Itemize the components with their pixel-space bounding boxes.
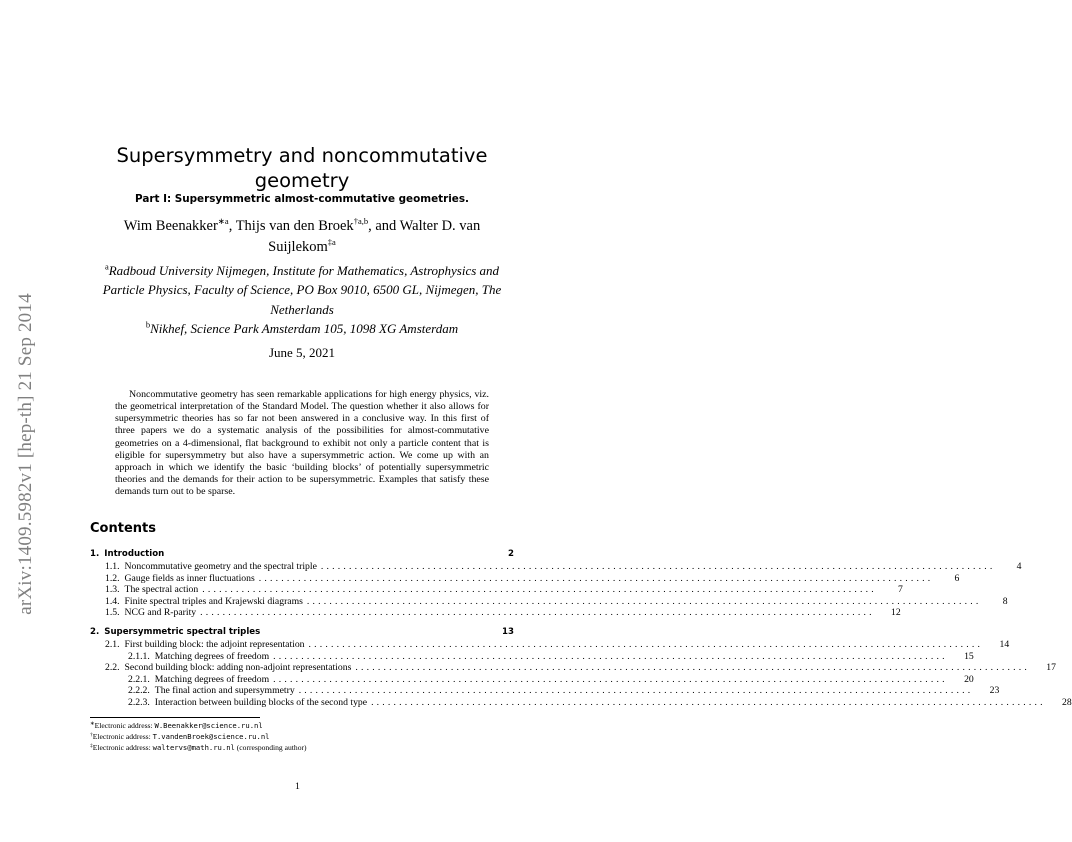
toc-entry[interactable] xyxy=(90,549,514,561)
footnote-rule xyxy=(90,717,260,718)
affiliation-mark: b xyxy=(145,319,151,330)
toc-page: 28 xyxy=(1062,696,1072,708)
toc-page: 17 xyxy=(1046,662,1056,674)
footnote-email[interactable]: waltervs@math.ru.nl xyxy=(152,743,235,753)
toc-page: 7 xyxy=(898,584,903,596)
author-name: Walter D. van Suijlekom xyxy=(268,218,481,255)
author-marks: †a,b xyxy=(353,216,369,227)
footnote xyxy=(90,731,514,742)
toc-number: 1.2. xyxy=(105,572,120,584)
toc-entry[interactable] xyxy=(90,685,1000,697)
toc-leader-dots: ........................................................................................................................ xyxy=(306,595,982,607)
footnote-email[interactable]: T.vandenBroek@science.ru.nl xyxy=(152,732,270,742)
toc-page: 8 xyxy=(1002,595,1008,607)
contents-heading: Contents xyxy=(90,521,156,536)
toc-page: 15 xyxy=(964,650,974,662)
paper-subtitle: Part I: Supersymmetric almost-commutative geometries. xyxy=(135,193,469,205)
toc-entry[interactable] xyxy=(90,607,901,619)
footnote xyxy=(90,742,514,753)
toc-title: Noncommutative geometry and the spectral triple xyxy=(124,561,317,572)
toc-leader-dots: ........................................................................................................................ xyxy=(258,572,934,584)
arxiv-id: arXiv:1409.5982v1 [hep-th] 21 Sep 2014 xyxy=(15,293,36,615)
toc-title: The spectral action xyxy=(124,584,199,596)
toc-page: 12 xyxy=(891,607,901,619)
toc-title: First building block: the adjoint representation xyxy=(124,638,305,650)
toc-entry[interactable] xyxy=(90,662,1056,674)
toc-page: 4 xyxy=(1016,561,1022,572)
toc-entry[interactable] xyxy=(90,673,974,686)
toc-entry[interactable] xyxy=(90,584,903,596)
toc-title: NCG and R-parity xyxy=(124,607,197,619)
footnote-mark: ‡ xyxy=(90,743,93,750)
toc-title: The final action and supersymmetry xyxy=(154,685,295,697)
affiliations xyxy=(86,261,518,339)
table-of-contents xyxy=(90,549,1072,709)
author-marks: ‡a xyxy=(327,237,336,248)
toc-leader-dots: ........................................................................................................................ xyxy=(298,685,974,697)
abstract: Noncommutative geometry has seen remarkable applications for high energy physics, viz. the geometrical interpretation of the Standard Model. The question whether it also allows for supersymmetric theories has so far not been answered in a conclusive way. In this first of three papers we do a systematic analysis of the possibilities for almost-commutative geometries on a 4-dimensional, flat background to exhibit not only a particle content that is eligible for supersymmetry but also have a supersymmetric action. We come up with an approach in which we identify the basic ‘building blocks’ of potentially supersymmetric theories and the demands for their action to be supersymmetric. Examples that satisfy these demands turn out to be sparse. xyxy=(115,389,489,498)
toc-number: 2.1. xyxy=(105,638,120,650)
toc-number: 2.2.3. xyxy=(128,696,150,708)
toc-title: Matching degrees of freedom xyxy=(154,673,270,685)
toc-page: 6 xyxy=(954,572,960,584)
footnote-mark: † xyxy=(90,732,93,739)
toc-title: Finite spectral triples and Krajewski diagrams xyxy=(124,595,303,607)
toc-entry[interactable] xyxy=(90,595,1008,608)
toc-leader-dots: ........................................................................................................................ xyxy=(308,638,984,650)
affiliation-b xyxy=(86,319,518,338)
toc-page: 13 xyxy=(502,626,514,637)
toc-page: 14 xyxy=(999,638,1010,650)
toc-leader-dots: ........................................................................................................................ xyxy=(355,662,1030,674)
toc-leader-dots: ........................................................................................................................ xyxy=(202,584,877,596)
paper-date: June 5, 2021 xyxy=(268,345,336,360)
toc-number: 1.5. xyxy=(105,607,120,619)
toc-leader-dots: ........................................................................................................................ xyxy=(273,650,948,662)
toc-page: 20 xyxy=(964,673,974,685)
toc-page: 23 xyxy=(989,685,1000,697)
toc-title: Matching degrees of freedom xyxy=(154,650,270,662)
footnote-label: Electronic address: xyxy=(92,732,153,742)
affiliation-text: Nikhef, Science Park Amsterdam 105, 1098 XG Amsterdam xyxy=(150,321,459,337)
toc-page: 2 xyxy=(508,549,514,559)
affiliation-text: Radboud University Nijmegen, Institute for Mathematics, Astrophysics and Particle Physics, Faculty of Science, PO Box 9010, 6500 GL, Nijmegen, The Netherlands xyxy=(102,263,502,317)
toc-number: 1.3. xyxy=(105,584,120,596)
toc-title: Supersymmetric spectral triples xyxy=(104,626,261,637)
toc-title: Gauge fields as inner fluctuations xyxy=(124,572,255,584)
footnote-label: Electronic address: xyxy=(94,721,155,730)
author-list xyxy=(98,216,506,258)
arxiv-identifier-stamp xyxy=(6,268,46,640)
paper-title: Supersymmetry and noncommutative geometry xyxy=(116,144,488,192)
author-marks: ∗a xyxy=(217,216,229,227)
toc-gap xyxy=(90,619,514,627)
toc-entry[interactable] xyxy=(90,572,960,585)
toc-title: Interaction between building blocks of the second type xyxy=(154,696,368,708)
footnote xyxy=(90,720,514,731)
toc-leader-dots: ........................................................................................................................ xyxy=(200,607,875,619)
toc-number: 2.2.2. xyxy=(128,685,150,697)
footnote-label: Electronic address: xyxy=(92,743,153,753)
toc-title: Second building block: adding non-adjoint representations xyxy=(124,662,352,674)
toc-number: 1.1. xyxy=(105,561,120,572)
toc-leader-dots: ........................................................................................................................ xyxy=(371,696,1046,708)
footnotes xyxy=(90,720,514,754)
page-number: 1 xyxy=(295,781,300,792)
author-name: Thijs van den Broek xyxy=(235,218,354,234)
author-separator: , and xyxy=(368,218,400,234)
toc-entry[interactable] xyxy=(90,650,974,663)
footnote-mark: ∗ xyxy=(90,721,95,727)
toc-number: 1. xyxy=(90,549,100,559)
footnote-note: (corresponding author) xyxy=(234,743,307,753)
affiliation-mark: a xyxy=(104,261,109,272)
author-name: Wim Beenakker xyxy=(123,218,218,234)
toc-number: 2.2. xyxy=(105,662,120,674)
toc-entry[interactable] xyxy=(90,561,1022,573)
toc-entry[interactable] xyxy=(90,627,514,639)
toc-leader-dots: ........................................................................................................................ xyxy=(320,561,996,572)
toc-number: 2.1.1. xyxy=(128,650,150,662)
affiliation-a xyxy=(86,261,518,319)
toc-number: 2.2.1. xyxy=(128,673,150,685)
toc-entry[interactable] xyxy=(90,638,1010,651)
footnote-email[interactable]: W.Beenakker@science.ru.nl xyxy=(154,721,263,730)
toc-title: Introduction xyxy=(104,549,165,559)
toc-leader-dots: ........................................................................................................................ xyxy=(273,673,948,685)
toc-entry[interactable] xyxy=(90,696,1072,709)
toc-number: 2. xyxy=(90,626,100,637)
toc-number: 1.4. xyxy=(105,595,120,607)
author-separator: , xyxy=(228,218,236,234)
